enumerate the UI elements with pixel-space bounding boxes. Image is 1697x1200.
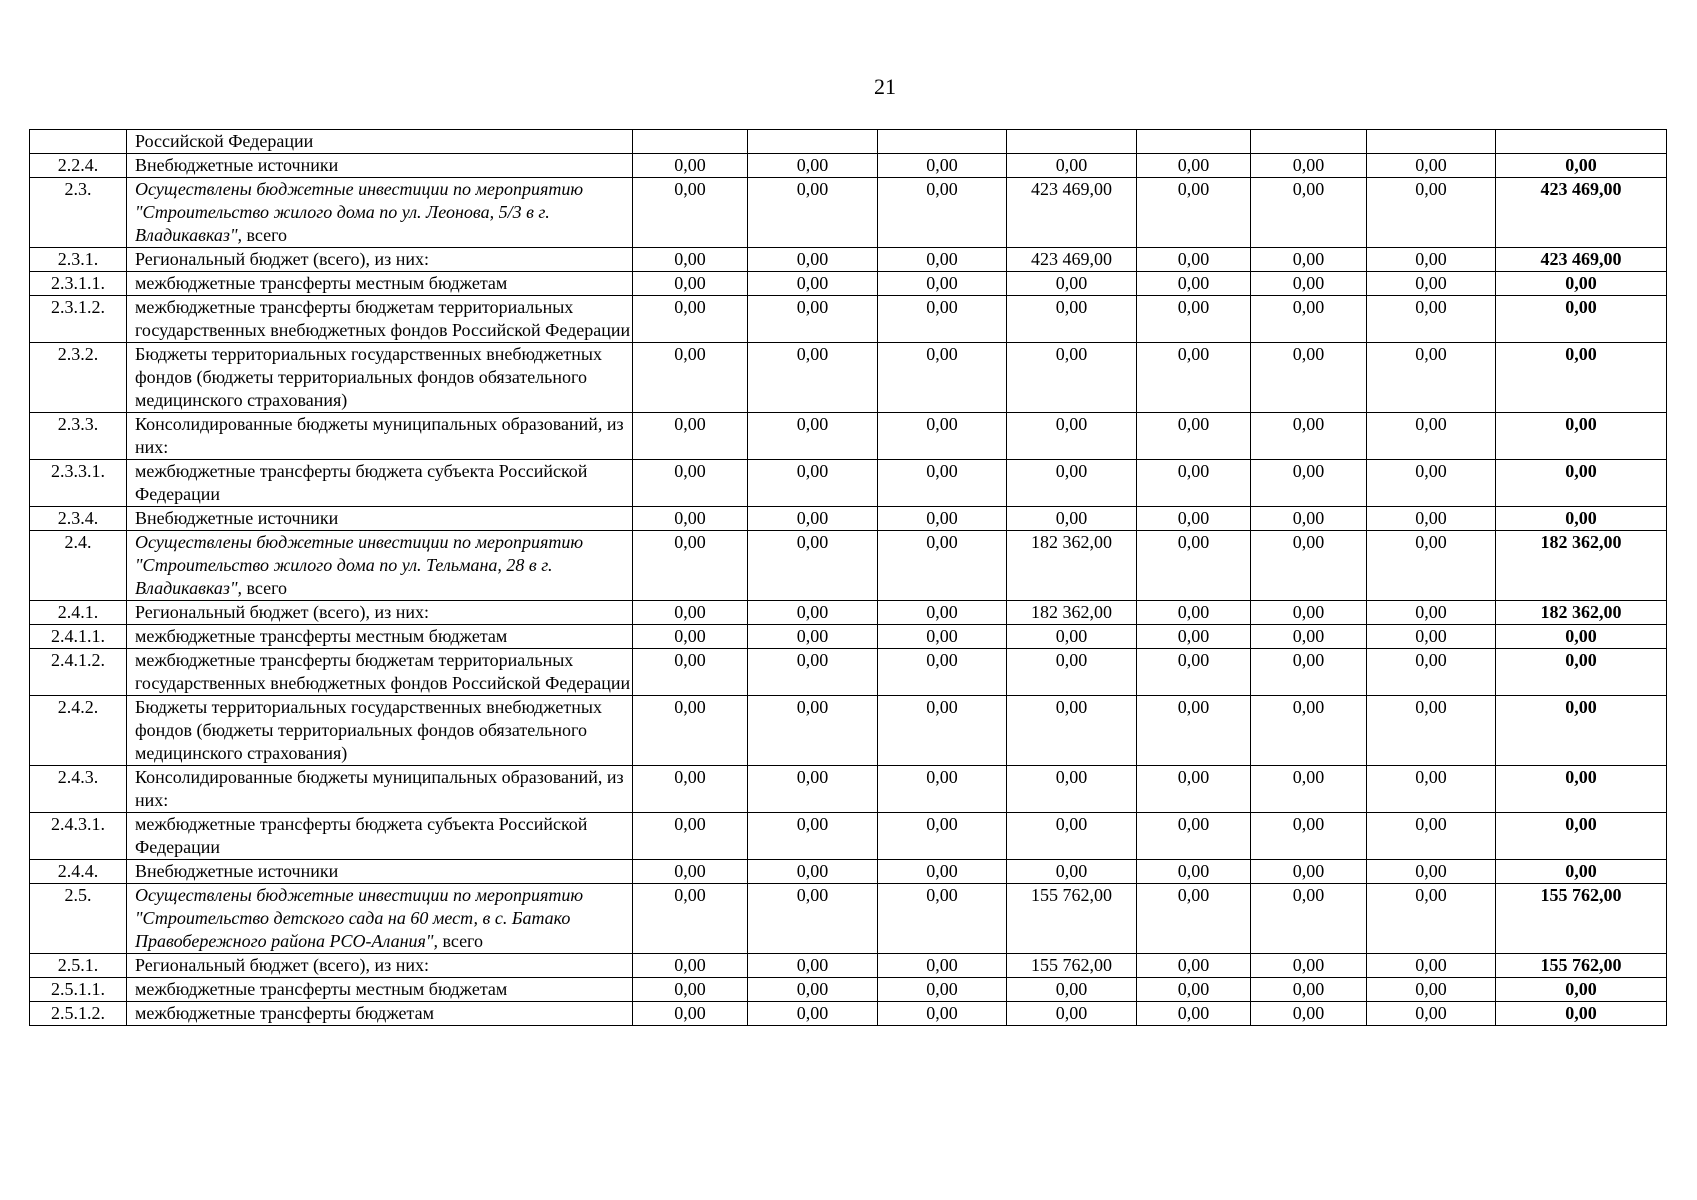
row-number: 2.4.3. bbox=[30, 766, 127, 813]
row-name: межбюджетные трансферты местным бюджетам bbox=[127, 272, 633, 296]
value-cell: 0,00 bbox=[1007, 649, 1137, 696]
row-number: 2.3.3.1. bbox=[30, 460, 127, 507]
row-name: межбюджетные трансферты местным бюджетам bbox=[127, 625, 633, 649]
value-cell: 0,00 bbox=[1367, 154, 1496, 178]
value-cell: 0,00 bbox=[633, 978, 748, 1002]
value-cell: 0,00 bbox=[748, 860, 878, 884]
value-cell: 0,00 bbox=[878, 413, 1007, 460]
row-number bbox=[30, 130, 127, 154]
value-cell: 0,00 bbox=[1251, 531, 1367, 601]
value-cell: 0,00 bbox=[878, 154, 1007, 178]
value-cell bbox=[633, 130, 748, 154]
value-cell: 0,00 bbox=[748, 178, 878, 248]
row-name-italic: Осуществлены бюджетные инвестиции по мероприятию "Строительство детского сада на 60 мест, в с. Батако Правобережного района РСО-Алания", bbox=[135, 885, 584, 951]
row-number: 2.5.1. bbox=[30, 954, 127, 978]
value-cell: 0,00 bbox=[748, 248, 878, 272]
value-cell: 0,00 bbox=[1251, 860, 1367, 884]
table-row bbox=[30, 343, 1667, 413]
row-number: 2.3.1. bbox=[30, 248, 127, 272]
row-number: 2.2.4. bbox=[30, 154, 127, 178]
total-cell: 0,00 bbox=[1496, 296, 1667, 343]
value-cell: 0,00 bbox=[1007, 154, 1137, 178]
row-name: Консолидированные бюджеты муниципальных образований, из них: bbox=[127, 766, 633, 813]
value-cell: 0,00 bbox=[1251, 766, 1367, 813]
value-cell: 0,00 bbox=[748, 507, 878, 531]
value-cell: 0,00 bbox=[1007, 766, 1137, 813]
row-number: 2.4.2. bbox=[30, 696, 127, 766]
value-cell: 0,00 bbox=[633, 296, 748, 343]
value-cell: 0,00 bbox=[1007, 1002, 1137, 1026]
value-cell: 423 469,00 bbox=[1007, 178, 1137, 248]
total-cell: 0,00 bbox=[1496, 507, 1667, 531]
value-cell: 423 469,00 bbox=[1007, 248, 1137, 272]
table-row bbox=[30, 978, 1667, 1002]
value-cell: 0,00 bbox=[878, 978, 1007, 1002]
total-cell: 0,00 bbox=[1496, 625, 1667, 649]
value-cell: 0,00 bbox=[748, 272, 878, 296]
value-cell: 0,00 bbox=[748, 343, 878, 413]
table-row bbox=[30, 296, 1667, 343]
value-cell bbox=[1007, 130, 1137, 154]
value-cell: 0,00 bbox=[878, 696, 1007, 766]
total-cell: 0,00 bbox=[1496, 978, 1667, 1002]
value-cell: 0,00 bbox=[878, 649, 1007, 696]
row-number: 2.3.4. bbox=[30, 507, 127, 531]
row-name: Бюджеты территориальных государственных внебюджетных фондов (бюджеты территориальных фондов обязательного медицинского страхования) bbox=[127, 343, 633, 413]
row-name-suffix: всего bbox=[242, 225, 288, 245]
value-cell: 0,00 bbox=[1251, 813, 1367, 860]
value-cell: 0,00 bbox=[878, 343, 1007, 413]
value-cell: 0,00 bbox=[633, 625, 748, 649]
table-row bbox=[30, 884, 1667, 954]
value-cell: 0,00 bbox=[1137, 978, 1251, 1002]
table-row bbox=[30, 766, 1667, 813]
value-cell: 0,00 bbox=[1007, 343, 1137, 413]
total-cell: 0,00 bbox=[1496, 696, 1667, 766]
value-cell: 155 762,00 bbox=[1007, 884, 1137, 954]
row-name-italic: Осуществлены бюджетные инвестиции по мероприятию "Строительство жилого дома по ул. Леонова, 5/3 в г. Владикавказ", bbox=[135, 179, 584, 245]
value-cell: 0,00 bbox=[1367, 696, 1496, 766]
row-name-italic: Осуществлены бюджетные инвестиции по мероприятию "Строительство жилого дома по ул. Тельмана, 28 в г. Владикавказ", bbox=[135, 532, 584, 598]
value-cell: 0,00 bbox=[1137, 413, 1251, 460]
value-cell: 0,00 bbox=[878, 1002, 1007, 1026]
row-name bbox=[127, 178, 633, 248]
total-cell: 155 762,00 bbox=[1496, 884, 1667, 954]
value-cell: 0,00 bbox=[1367, 531, 1496, 601]
value-cell: 0,00 bbox=[748, 813, 878, 860]
value-cell: 0,00 bbox=[633, 531, 748, 601]
table-body bbox=[30, 130, 1667, 1026]
value-cell: 0,00 bbox=[1251, 601, 1367, 625]
total-cell: 423 469,00 bbox=[1496, 178, 1667, 248]
value-cell: 0,00 bbox=[1251, 296, 1367, 343]
row-name: межбюджетные трансферты бюджета субъекта Российской Федерации bbox=[127, 813, 633, 860]
value-cell: 0,00 bbox=[1367, 507, 1496, 531]
row-number: 2.3. bbox=[30, 178, 127, 248]
value-cell: 0,00 bbox=[1007, 813, 1137, 860]
value-cell: 0,00 bbox=[878, 296, 1007, 343]
value-cell: 0,00 bbox=[748, 601, 878, 625]
value-cell: 0,00 bbox=[1367, 460, 1496, 507]
row-name: Внебюджетные источники bbox=[127, 860, 633, 884]
value-cell: 0,00 bbox=[748, 296, 878, 343]
value-cell: 0,00 bbox=[1007, 860, 1137, 884]
row-name: межбюджетные трансферты бюджетам bbox=[127, 1002, 633, 1026]
row-name: Российской Федерации bbox=[127, 130, 633, 154]
total-cell: 0,00 bbox=[1496, 343, 1667, 413]
value-cell: 0,00 bbox=[1367, 413, 1496, 460]
row-number: 2.3.2. bbox=[30, 343, 127, 413]
row-number: 2.5.1.1. bbox=[30, 978, 127, 1002]
value-cell bbox=[1251, 130, 1367, 154]
value-cell: 0,00 bbox=[1007, 696, 1137, 766]
total-cell: 423 469,00 bbox=[1496, 248, 1667, 272]
value-cell: 0,00 bbox=[748, 154, 878, 178]
row-number: 2.4. bbox=[30, 531, 127, 601]
value-cell: 0,00 bbox=[633, 272, 748, 296]
value-cell bbox=[1137, 130, 1251, 154]
value-cell: 0,00 bbox=[1367, 343, 1496, 413]
value-cell: 0,00 bbox=[633, 649, 748, 696]
value-cell: 0,00 bbox=[1007, 272, 1137, 296]
value-cell: 0,00 bbox=[748, 1002, 878, 1026]
value-cell: 0,00 bbox=[1007, 460, 1137, 507]
value-cell: 0,00 bbox=[1007, 413, 1137, 460]
value-cell: 0,00 bbox=[633, 601, 748, 625]
row-number: 2.4.3.1. bbox=[30, 813, 127, 860]
total-cell: 155 762,00 bbox=[1496, 954, 1667, 978]
value-cell: 0,00 bbox=[1367, 649, 1496, 696]
total-cell: 0,00 bbox=[1496, 860, 1667, 884]
row-name-suffix: всего bbox=[242, 578, 288, 598]
value-cell: 0,00 bbox=[1137, 460, 1251, 507]
row-name: межбюджетные трансферты бюджетам территориальных государственных внебюджетных фондов Российской Федерации bbox=[127, 296, 633, 343]
value-cell: 0,00 bbox=[1367, 625, 1496, 649]
table-row bbox=[30, 1002, 1667, 1026]
value-cell: 0,00 bbox=[1367, 601, 1496, 625]
value-cell: 0,00 bbox=[1137, 531, 1251, 601]
value-cell: 0,00 bbox=[1137, 860, 1251, 884]
row-number: 2.4.1.2. bbox=[30, 649, 127, 696]
table-row bbox=[30, 531, 1667, 601]
row-number: 2.5. bbox=[30, 884, 127, 954]
value-cell: 0,00 bbox=[1367, 248, 1496, 272]
row-number: 2.3.1.1. bbox=[30, 272, 127, 296]
value-cell: 0,00 bbox=[633, 954, 748, 978]
value-cell: 0,00 bbox=[1251, 272, 1367, 296]
table-row bbox=[30, 507, 1667, 531]
table-row bbox=[30, 272, 1667, 296]
value-cell: 0,00 bbox=[1251, 978, 1367, 1002]
total-cell: 0,00 bbox=[1496, 649, 1667, 696]
table-row bbox=[30, 601, 1667, 625]
row-name: Бюджеты территориальных государственных внебюджетных фондов (бюджеты территориальных фондов обязательного медицинского страхования) bbox=[127, 696, 633, 766]
table-row bbox=[30, 130, 1667, 154]
row-name: Консолидированные бюджеты муниципальных образований, из них: bbox=[127, 413, 633, 460]
value-cell: 0,00 bbox=[1367, 954, 1496, 978]
value-cell: 0,00 bbox=[748, 460, 878, 507]
total-cell: 0,00 bbox=[1496, 766, 1667, 813]
table-row bbox=[30, 696, 1667, 766]
value-cell: 0,00 bbox=[1007, 625, 1137, 649]
table-row bbox=[30, 649, 1667, 696]
total-cell: 0,00 bbox=[1496, 154, 1667, 178]
value-cell: 0,00 bbox=[1137, 154, 1251, 178]
value-cell: 0,00 bbox=[748, 696, 878, 766]
value-cell: 0,00 bbox=[633, 460, 748, 507]
value-cell: 0,00 bbox=[1007, 507, 1137, 531]
value-cell: 0,00 bbox=[1137, 296, 1251, 343]
value-cell: 0,00 bbox=[878, 625, 1007, 649]
row-name: Региональный бюджет (всего), из них: bbox=[127, 248, 633, 272]
row-name: межбюджетные трансферты бюджетам территориальных государственных внебюджетных фондов Российской Федерации bbox=[127, 649, 633, 696]
row-number: 2.3.3. bbox=[30, 413, 127, 460]
value-cell: 0,00 bbox=[878, 248, 1007, 272]
value-cell: 0,00 bbox=[633, 1002, 748, 1026]
budget-table bbox=[29, 129, 1667, 1026]
row-name-suffix: всего bbox=[437, 931, 483, 951]
value-cell: 0,00 bbox=[1251, 649, 1367, 696]
total-cell: 182 362,00 bbox=[1496, 531, 1667, 601]
value-cell: 0,00 bbox=[633, 413, 748, 460]
value-cell: 0,00 bbox=[633, 860, 748, 884]
value-cell bbox=[878, 130, 1007, 154]
value-cell: 0,00 bbox=[1367, 884, 1496, 954]
value-cell: 0,00 bbox=[1367, 272, 1496, 296]
page-number: 21 bbox=[874, 74, 896, 99]
value-cell: 0,00 bbox=[878, 531, 1007, 601]
row-number: 2.3.1.2. bbox=[30, 296, 127, 343]
value-cell: 0,00 bbox=[1137, 625, 1251, 649]
value-cell: 0,00 bbox=[633, 154, 748, 178]
value-cell: 0,00 bbox=[1367, 766, 1496, 813]
value-cell: 0,00 bbox=[633, 248, 748, 272]
row-name: Региональный бюджет (всего), из них: bbox=[127, 954, 633, 978]
value-cell: 0,00 bbox=[748, 954, 878, 978]
total-cell: 0,00 bbox=[1496, 813, 1667, 860]
value-cell: 0,00 bbox=[1251, 413, 1367, 460]
value-cell: 0,00 bbox=[878, 272, 1007, 296]
value-cell: 0,00 bbox=[748, 625, 878, 649]
value-cell: 0,00 bbox=[1251, 178, 1367, 248]
value-cell: 0,00 bbox=[878, 601, 1007, 625]
row-number: 2.4.1. bbox=[30, 601, 127, 625]
value-cell: 0,00 bbox=[1251, 343, 1367, 413]
total-cell bbox=[1496, 130, 1667, 154]
value-cell: 0,00 bbox=[1007, 296, 1137, 343]
value-cell: 0,00 bbox=[1251, 954, 1367, 978]
total-cell: 0,00 bbox=[1496, 413, 1667, 460]
value-cell: 0,00 bbox=[1137, 813, 1251, 860]
value-cell: 0,00 bbox=[1251, 1002, 1367, 1026]
row-name: Внебюджетные источники bbox=[127, 154, 633, 178]
value-cell: 0,00 bbox=[1137, 343, 1251, 413]
value-cell: 0,00 bbox=[1007, 978, 1137, 1002]
value-cell: 155 762,00 bbox=[1007, 954, 1137, 978]
value-cell bbox=[748, 130, 878, 154]
table-row bbox=[30, 154, 1667, 178]
value-cell: 182 362,00 bbox=[1007, 601, 1137, 625]
row-name: межбюджетные трансферты бюджета субъекта Российской Федерации bbox=[127, 460, 633, 507]
value-cell: 0,00 bbox=[878, 884, 1007, 954]
total-cell: 0,00 bbox=[1496, 272, 1667, 296]
value-cell: 0,00 bbox=[748, 978, 878, 1002]
value-cell: 0,00 bbox=[748, 531, 878, 601]
value-cell: 0,00 bbox=[1251, 884, 1367, 954]
value-cell: 0,00 bbox=[1137, 248, 1251, 272]
value-cell: 0,00 bbox=[878, 507, 1007, 531]
table-row bbox=[30, 248, 1667, 272]
table-row bbox=[30, 860, 1667, 884]
value-cell: 0,00 bbox=[1367, 1002, 1496, 1026]
value-cell: 0,00 bbox=[748, 413, 878, 460]
row-number: 2.4.1.1. bbox=[30, 625, 127, 649]
table-row bbox=[30, 954, 1667, 978]
table-row bbox=[30, 625, 1667, 649]
value-cell: 182 362,00 bbox=[1007, 531, 1137, 601]
value-cell: 0,00 bbox=[748, 884, 878, 954]
value-cell: 0,00 bbox=[748, 766, 878, 813]
table-row bbox=[30, 413, 1667, 460]
value-cell: 0,00 bbox=[633, 696, 748, 766]
total-cell: 0,00 bbox=[1496, 460, 1667, 507]
value-cell: 0,00 bbox=[1137, 178, 1251, 248]
value-cell: 0,00 bbox=[633, 884, 748, 954]
value-cell: 0,00 bbox=[1137, 507, 1251, 531]
row-name bbox=[127, 884, 633, 954]
table-row bbox=[30, 813, 1667, 860]
value-cell: 0,00 bbox=[878, 766, 1007, 813]
value-cell: 0,00 bbox=[1367, 978, 1496, 1002]
row-name: Региональный бюджет (всего), из них: bbox=[127, 601, 633, 625]
value-cell: 0,00 bbox=[1137, 696, 1251, 766]
value-cell: 0,00 bbox=[1251, 460, 1367, 507]
value-cell: 0,00 bbox=[1251, 507, 1367, 531]
row-name: Внебюджетные источники bbox=[127, 507, 633, 531]
value-cell: 0,00 bbox=[1137, 1002, 1251, 1026]
value-cell bbox=[1367, 130, 1496, 154]
row-number: 2.4.4. bbox=[30, 860, 127, 884]
table-row bbox=[30, 460, 1667, 507]
value-cell: 0,00 bbox=[878, 178, 1007, 248]
value-cell: 0,00 bbox=[1367, 296, 1496, 343]
value-cell: 0,00 bbox=[1251, 248, 1367, 272]
value-cell: 0,00 bbox=[878, 954, 1007, 978]
value-cell: 0,00 bbox=[1367, 178, 1496, 248]
value-cell: 0,00 bbox=[1137, 884, 1251, 954]
value-cell: 0,00 bbox=[633, 813, 748, 860]
value-cell: 0,00 bbox=[748, 649, 878, 696]
total-cell: 0,00 bbox=[1496, 1002, 1667, 1026]
value-cell: 0,00 bbox=[1251, 154, 1367, 178]
total-cell: 182 362,00 bbox=[1496, 601, 1667, 625]
value-cell: 0,00 bbox=[633, 766, 748, 813]
value-cell: 0,00 bbox=[1137, 601, 1251, 625]
value-cell: 0,00 bbox=[633, 178, 748, 248]
value-cell: 0,00 bbox=[1137, 954, 1251, 978]
row-number: 2.5.1.2. bbox=[30, 1002, 127, 1026]
value-cell: 0,00 bbox=[1137, 766, 1251, 813]
value-cell: 0,00 bbox=[1137, 649, 1251, 696]
value-cell: 0,00 bbox=[1367, 813, 1496, 860]
table-row bbox=[30, 178, 1667, 248]
value-cell: 0,00 bbox=[1137, 272, 1251, 296]
value-cell: 0,00 bbox=[878, 860, 1007, 884]
value-cell: 0,00 bbox=[633, 507, 748, 531]
value-cell: 0,00 bbox=[633, 343, 748, 413]
row-name: межбюджетные трансферты местным бюджетам bbox=[127, 978, 633, 1002]
value-cell: 0,00 bbox=[1251, 625, 1367, 649]
value-cell: 0,00 bbox=[878, 813, 1007, 860]
value-cell: 0,00 bbox=[1251, 696, 1367, 766]
value-cell: 0,00 bbox=[1367, 860, 1496, 884]
row-name bbox=[127, 531, 633, 601]
value-cell: 0,00 bbox=[878, 460, 1007, 507]
